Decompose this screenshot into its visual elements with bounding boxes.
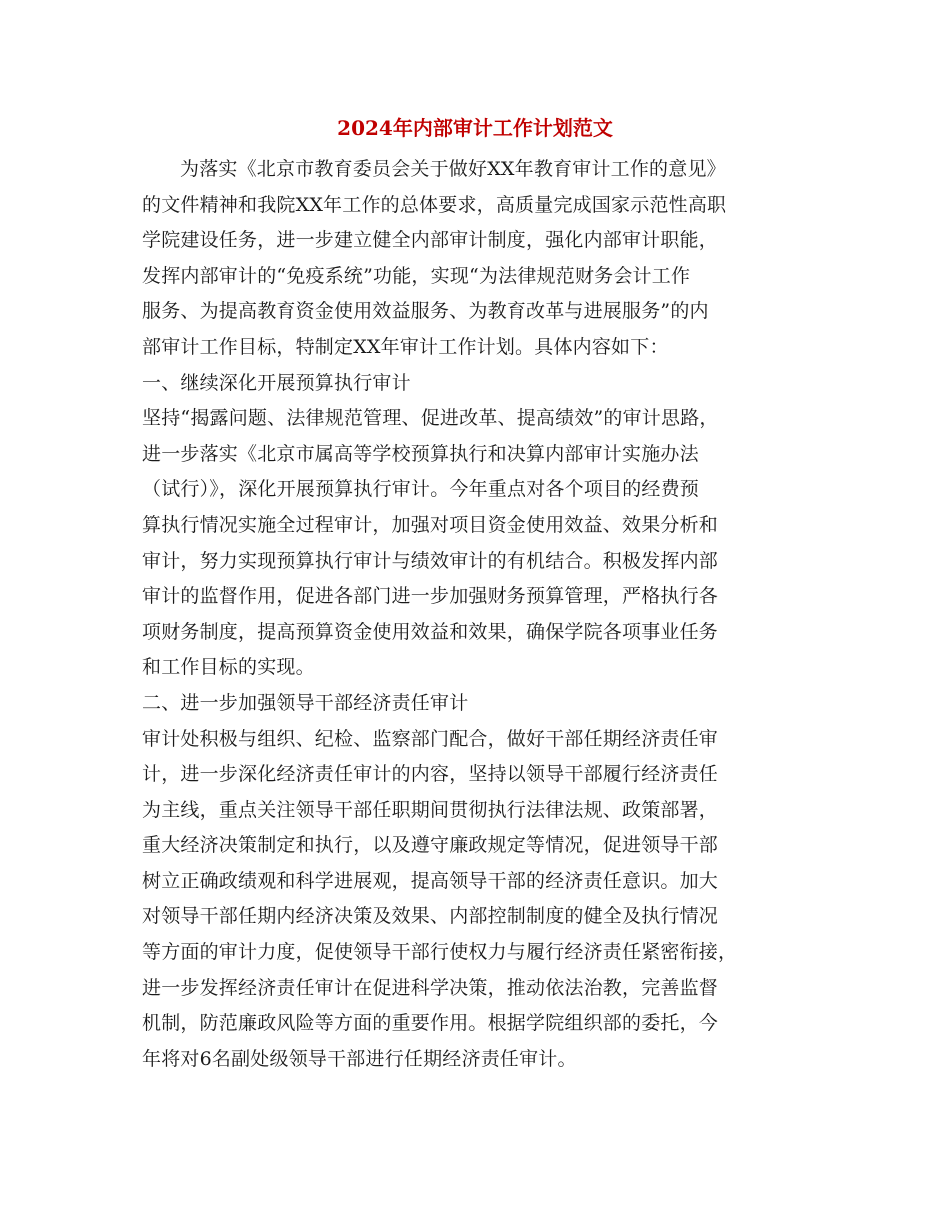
paragraph-line: （试行）》，深化开展预算执行审计。今年重点对各个项目的经费预 [142, 478, 700, 501]
document-title: 2024年内部审计工作计划范文 [337, 116, 613, 140]
paragraph-line: 为主线，重点关注领导干部任职期间贯彻执行法律法规、政策部署， [142, 798, 719, 821]
paragraph-line: 算执行情况实施全过程审计，加强对项目资金使用效益、效果分析和 [142, 513, 719, 536]
paragraph-line: 审计处积极与组织、纪检、监察部门配合，做好干部任期经济责任审 [142, 727, 719, 750]
paragraph-line: 进一步发挥经济责任审计在促进科学决策，推动依法治教，完善监督 [142, 976, 719, 999]
paragraph-line: 进一步落实《北京市属高等学校预算执行和决算内部审计实施办法 [142, 442, 699, 465]
paragraph-line: 计，进一步深化经济责任审计的内容，坚持以领导干部履行经济责任 [142, 763, 719, 786]
paragraph-line: 重大经济决策制定和执行，以及遵守廉政规定等情况，促进领导干部 [142, 834, 719, 857]
paragraph-line: 审计，努力实现预算执行审计与绩效审计的有机结合。积极发挥内部 [142, 549, 719, 572]
paragraph-line: 的文件精神和我院XX年工作的总体要求，高质量完成国家示范性高职 [142, 193, 727, 216]
paragraph-line: 服务、为提高教育资金使用效益服务、为教育改革与进展服务”的内 [142, 300, 709, 323]
paragraph-line: 机制，防范廉政风险等方面的重要作用。根据学院组织部的委托，今 [142, 1012, 719, 1035]
paragraph-line: 对领导干部任期内经济决策及效果、内部控制制度的健全及执行情况 [142, 905, 719, 928]
section-heading: 一、继续深化开展预算执行审计 [142, 371, 411, 394]
paragraph-line: 发挥内部审计的“免疫系统”功能，实现“为法律规范财务会计工作 [142, 264, 691, 287]
paragraph-line: 学院建设任务，进一步建立健全内部审计制度，强化内部审计职能， [142, 229, 719, 252]
paragraph-line: 项财务制度，提高预算资金使用效益和效果，确保学院各项事业任务 [142, 620, 719, 643]
paragraph-line: 年将对6名副处级领导干部进行任期经济责任审计。 [142, 1047, 577, 1070]
document-body [142, 152, 802, 1077]
paragraph-line: 审计的监督作用，促进各部门进一步加强财务预算管理，严格执行各 [142, 585, 719, 608]
paragraph-line: 等方面的审计力度，促使领导干部行使权力与履行经济责任紧密衔接， [142, 941, 738, 964]
section-heading: 二、进一步加强领导干部经济责任审计 [142, 691, 469, 714]
paragraph-line: 和工作目标的实现。 [142, 656, 315, 679]
paragraph-line: 坚持“揭露问题、法律规范管理、促进改革、提高绩效”的审计思路， [142, 407, 719, 430]
paragraph-line: 为落实《北京市教育委员会关于做好XX年教育审计工作的意见》 [180, 158, 726, 180]
paragraph-line: 部审计工作目标，特制定XX年审计工作计划。具体内容如下： [142, 335, 669, 358]
paragraph-line: 树立正确政绩观和科学进展观，提高领导干部的经济责任意识。加大 [142, 869, 719, 892]
